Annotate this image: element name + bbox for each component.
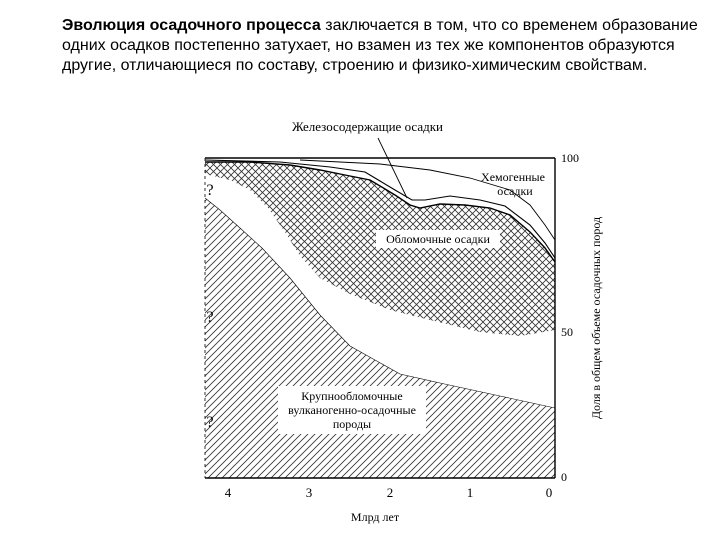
intro-text: заключается в том, что со временем образование одних осадков постепенно затухает, но взамен из тех же компонентов образуются другие, отличающиеся по составу, строению и физико-химическим свойствам. <box>62 17 698 74</box>
label-coarse-line3: породы <box>332 417 372 431</box>
bottom-tick-0: 0 <box>545 485 553 500</box>
bottom-tick-4: 4 <box>224 485 232 500</box>
question-mark-middle: ? <box>206 309 214 326</box>
question-mark-bottom: ? <box>206 414 214 431</box>
question-mark-top: ? <box>206 182 214 199</box>
bottom-tick-3: 3 <box>305 485 313 500</box>
label-coarse-line2: вулканогенно-осадочные <box>288 403 416 417</box>
x-axis-title: Млрд лет <box>350 510 400 524</box>
callout-iron-label: Железосодержащие осадки <box>292 119 443 134</box>
right-tick-50: 50 <box>561 325 573 339</box>
right-tick-0: 0 <box>561 470 567 484</box>
label-clastic: Обломочные осадки <box>386 232 490 246</box>
y-axis-title: Доля в общем объеме осадочных пород <box>589 216 603 420</box>
intro-bold: Эволюция осадочного процесса <box>62 17 321 34</box>
bottom-tick-1: 1 <box>466 485 474 500</box>
label-coarse-line1: Крупнообломочные <box>301 389 403 403</box>
label-chemogenic-line2: осадки <box>497 184 533 198</box>
label-chemogenic-line1: Хемогенные <box>481 170 545 184</box>
bottom-tick-2: 2 <box>386 485 394 500</box>
right-tick-100: 100 <box>561 151 579 165</box>
